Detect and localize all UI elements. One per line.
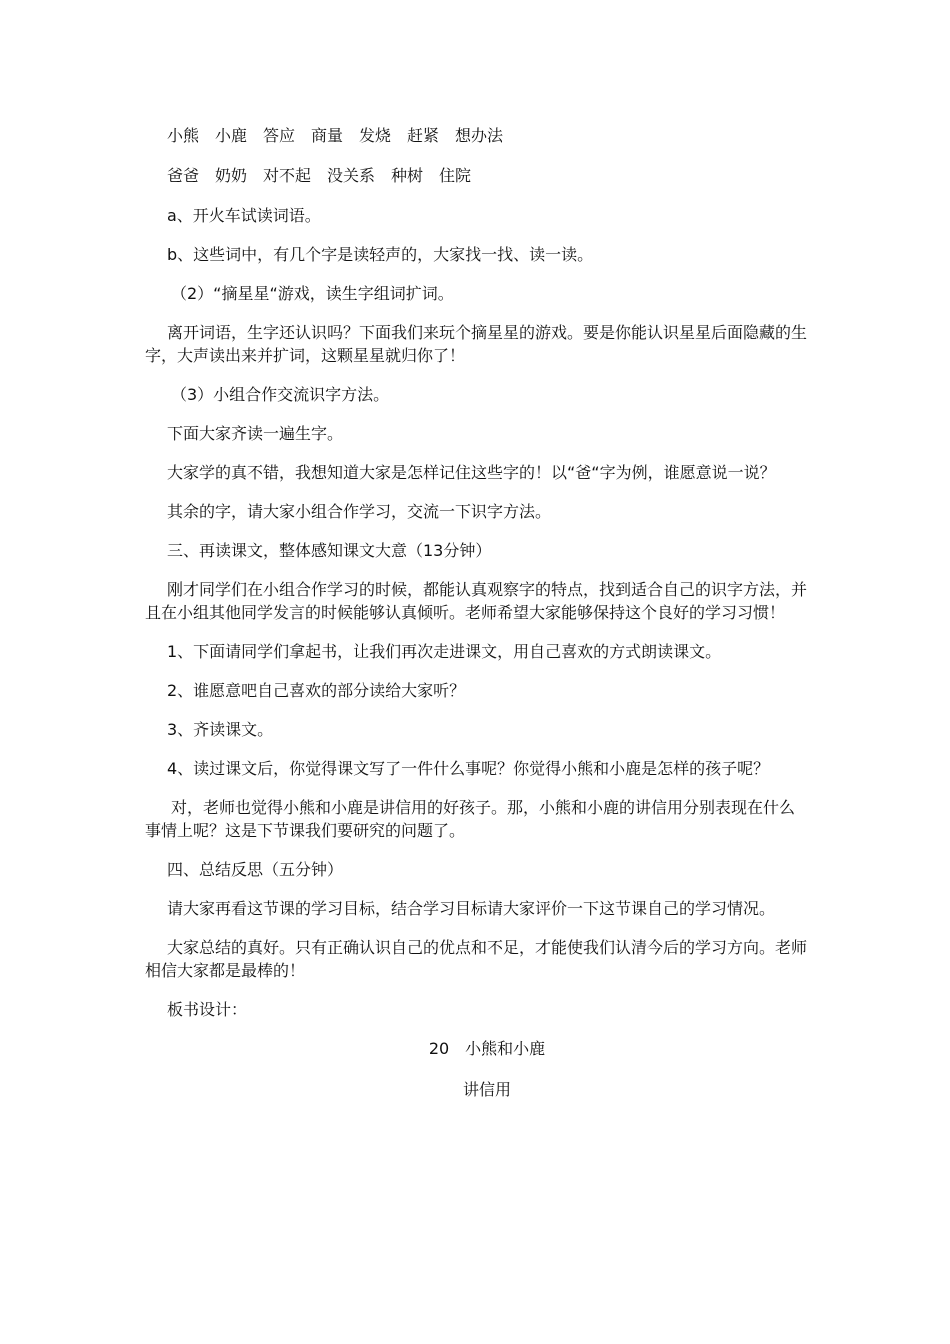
step-a: a、开火车试读词语。 xyxy=(167,206,321,225)
section-3-intro: 刚才同学们在小组合作学习的时候，都能认真观察字的特点，找到适合自己的识字方法，并且在小组其他同学发言的时候能够认真倾听。老师希望大家能够保持这个良好的学习习惯！ xyxy=(145,580,808,622)
item-3: 3、齐读课文。 xyxy=(167,720,274,739)
board-title: 20 小熊和小鹿 xyxy=(428,1039,546,1058)
activity-2-heading: （2）“摘星星“游戏，读生字组词扩词。 xyxy=(171,284,454,303)
board-subtitle: 讲信用 xyxy=(462,1080,511,1099)
item-1: 1、下面请同学们拿起书，让我们再次走进课文，用自己喜欢的方式朗读课文。 xyxy=(167,642,722,661)
reflection-prompt: 请大家再看这节课的学习目标，结合学习目标请大家评价一下这节课自己的学习情况。 xyxy=(167,899,776,918)
vocab-line-2: 爸爸 奶奶 对不起 没关系 种树 住院 xyxy=(167,166,472,185)
read-characters: 下面大家齐读一遍生字。 xyxy=(167,424,344,443)
group-study: 其余的字，请大家小组合作学习，交流一下识字方法。 xyxy=(167,502,552,521)
item-2: 2、谁愿意吧自己喜欢的部分读给大家听？ xyxy=(167,681,466,700)
document-page xyxy=(145,124,807,1119)
step-b: b、这些词中，有几个字是读轻声的，大家找一找、读一读。 xyxy=(167,245,594,264)
memory-question: 大家学的真不错，我想知道大家是怎样记住这些字的！以“爸“字为例，谁愿意说一说？ xyxy=(167,463,776,482)
item-4: 4、读过课文后，你觉得课文写了一件什么事呢？你觉得小熊和小鹿是怎样的孩子呢？ xyxy=(167,759,770,778)
activity-3-heading: （3）小组合作交流识字方法。 xyxy=(171,385,390,404)
board-design-label: 板书设计： xyxy=(167,1000,248,1019)
section-4-heading: 四、总结反思（五分钟） xyxy=(167,860,344,879)
teacher-comment: 对，老师也觉得小熊和小鹿是讲信用的好孩子。那，小熊和小鹿的讲信用分别表现在什么事情上呢？这是下节课我们要研究的问题了。 xyxy=(145,798,796,840)
section-3-heading: 三、再读课文，整体感知课文大意（13分钟） xyxy=(167,541,492,560)
vocab-line-1: 小熊 小鹿 答应 商量 发烧 赶紧 想办法 xyxy=(167,126,504,145)
closing-remarks: 大家总结的真好。只有正确认识自己的优点和不足，才能使我们认清今后的学习方向。老师相信大家都是最棒的！ xyxy=(145,938,808,980)
activity-2-body: 离开词语，生字还认识吗？下面我们来玩个摘星星的游戏。要是你能认识星星后面隐藏的生字，大声读出来并扩词，这颗星星就归你了！ xyxy=(145,323,808,365)
